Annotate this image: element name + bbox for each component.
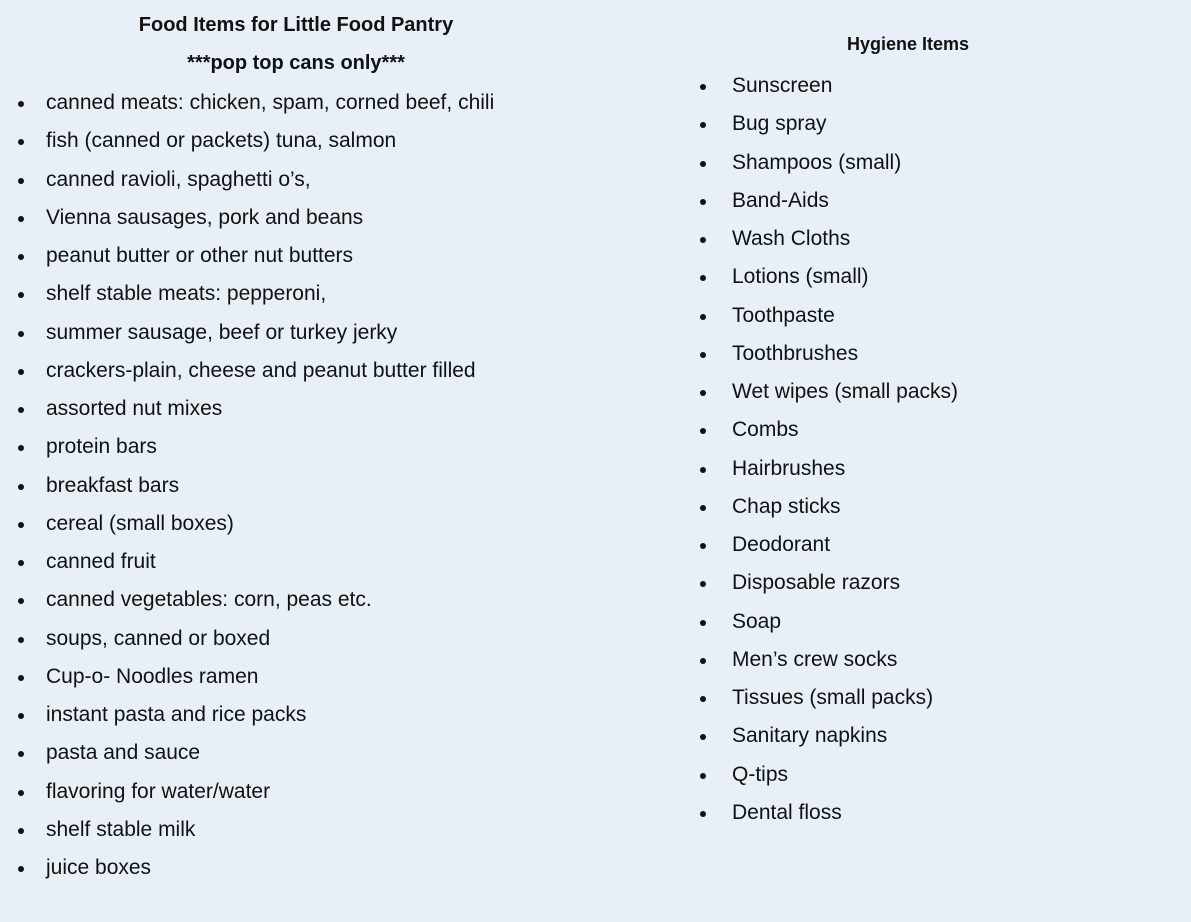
bullet-icon [700,237,706,243]
hygiene-list-item [680,494,958,532]
food-list-item [0,281,494,319]
hygiene-item-text: Lotions (small) [732,265,869,289]
food-item-text: soups, canned or boxed [46,626,271,650]
bullet-icon [700,275,706,281]
hygiene-item-text: Bug spray [732,112,827,136]
bullet-icon [18,407,24,413]
bullet-icon [700,811,706,817]
bullet-icon [18,254,24,260]
bullet-icon [18,445,24,451]
food-list-item [0,779,494,817]
hygiene-item-text: Band-Aids [732,188,829,212]
hygiene-item-text: Hairbrushes [732,456,846,480]
food-list-item [0,511,494,549]
bullet-icon [700,352,706,358]
bullet-icon [18,522,24,528]
food-list-item [0,549,494,587]
food-item-text: canned ravioli, spaghetti o’s, [46,167,311,191]
food-list-item [0,396,494,434]
hygiene-items-list [680,73,958,838]
hygiene-list-item [680,303,958,341]
food-list-item [0,434,494,472]
hygiene-item-text: Shampoos (small) [732,150,902,174]
food-list-item [0,128,494,166]
hygiene-list-item [680,647,958,685]
hygiene-list-item [680,341,958,379]
bullet-icon [18,560,24,566]
food-items-list [0,90,494,893]
bullet-icon [700,199,706,205]
food-list-item [0,473,494,511]
hygiene-item-text: Men’s crew socks [732,647,898,671]
food-list-item [0,243,494,281]
food-item-text: canned fruit [46,550,156,573]
hygiene-items-title: Hygiene Items [846,34,970,54]
hygiene-list-item [680,379,958,417]
bullet-icon [18,369,24,375]
bullet-icon [700,467,706,473]
bullet-icon [700,734,706,740]
hygiene-list-item [680,111,958,149]
food-list-item [0,320,494,358]
hygiene-list-item [680,73,958,111]
hygiene-list-item [680,150,958,188]
bullet-icon [18,484,24,490]
bullet-icon [18,101,24,107]
bullet-icon [18,637,24,643]
food-item-text: flavoring for water/water [46,779,271,803]
bullet-icon [18,139,24,145]
bullet-icon [700,428,706,434]
hygiene-list-item [680,723,958,761]
bullet-icon [700,696,706,702]
hygiene-list-item [680,685,958,723]
bullet-icon [700,505,706,511]
food-list-item [0,358,494,396]
bullet-icon [18,292,24,298]
hygiene-list-item [680,532,958,570]
food-item-text: canned meats: chicken, spam, corned beef, chili [46,91,495,114]
food-item-text: summer sausage, beef or turkey jerky [46,320,398,344]
hygiene-item-text: Tissues (small packs) [732,686,934,709]
hygiene-item-text: Deodorant [732,533,831,556]
bullet-icon [700,543,706,549]
food-list-item [0,587,494,625]
food-items-title: Food Items for Little Food Pantry [138,14,454,36]
bullet-icon [18,598,24,604]
hygiene-item-text: Chap sticks [732,494,841,518]
food-item-text: juice boxes [46,856,152,879]
hygiene-item-text: Sunscreen [732,74,833,97]
hygiene-list-item [680,226,958,264]
food-item-text: breakfast bars [46,473,180,497]
food-item-text: fish (canned or packets) tuna, salmon [46,129,397,153]
food-item-text: Cup-o- Noodles ramen [46,664,259,688]
bullet-icon [700,658,706,664]
bullet-icon [18,713,24,719]
food-item-text: assorted nut mixes [46,397,223,420]
hygiene-item-text: Soap [732,609,782,633]
hygiene-item-text: Toothpaste [732,303,835,327]
food-list-item [0,740,494,778]
bullet-icon [700,773,706,779]
hygiene-item-text: Combs [732,418,799,442]
food-item-text: peanut butter or other nut butters [46,244,354,267]
food-list-item [0,205,494,243]
hygiene-list-item [680,264,958,302]
bullet-icon [700,581,706,587]
food-item-text: shelf stable milk [46,817,196,841]
bullet-icon [700,122,706,128]
food-item-text: canned vegetables: corn, peas etc. [46,588,372,612]
food-list-item [0,702,494,740]
bullet-icon [18,828,24,834]
food-list-item [0,90,494,128]
hygiene-list-item [680,188,958,226]
bullet-icon [700,161,706,167]
hygiene-list-item [680,762,958,800]
food-item-text: instant pasta and rice packs [46,703,307,726]
food-item-text: Vienna sausages, pork and beans [46,205,364,229]
hygiene-list-item [680,570,958,608]
food-list-item [0,167,494,205]
hygiene-item-text: Q-tips [732,762,789,786]
bullet-icon [18,216,24,222]
food-item-text: crackers-plain, cheese and peanut butter filled [46,358,476,382]
hygiene-list-item [680,609,958,647]
bullet-icon [18,178,24,184]
bullet-icon [18,790,24,796]
hygiene-list-item [680,800,958,838]
hygiene-list-item [680,456,958,494]
food-items-subtitle: ***pop top cans only*** [187,52,405,74]
bullet-icon [700,390,706,396]
hygiene-item-text: Sanitary napkins [732,724,888,748]
food-item-text: cereal (small boxes) [46,511,234,535]
food-list-item [0,626,494,664]
hygiene-item-text: Disposable razors [732,571,901,595]
bullet-icon [700,620,706,626]
bullet-icon [18,675,24,681]
food-item-text: protein bars [46,435,157,459]
hygiene-item-text: Dental floss [732,800,842,824]
food-list-item [0,855,494,893]
food-list-item [0,664,494,702]
hygiene-list-item [680,417,958,455]
hygiene-item-text: Wet wipes (small packs) [732,380,958,403]
bullet-icon [18,751,24,757]
food-item-text: pasta and sauce [46,741,201,765]
food-list-item [0,817,494,855]
food-item-text: shelf stable meats: pepperoni, [46,282,327,306]
bullet-icon [700,314,706,320]
hygiene-item-text: Toothbrushes [732,341,859,365]
bullet-icon [700,84,706,90]
bullet-icon [18,331,24,337]
bullet-icon [18,866,24,872]
hygiene-item-text: Wash Cloths [732,227,851,250]
